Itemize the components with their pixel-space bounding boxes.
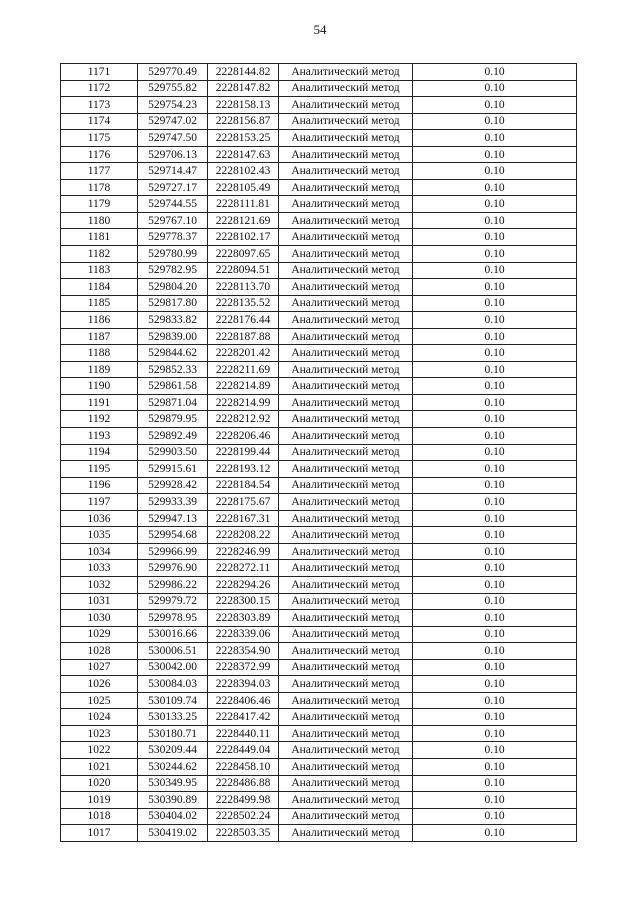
y-coordinate-cell: 2228158.13 bbox=[208, 97, 279, 114]
y-coordinate-cell: 2228102.17 bbox=[208, 229, 279, 246]
y-coordinate-cell: 2228184.54 bbox=[208, 477, 279, 494]
table-row bbox=[61, 328, 577, 345]
point-number-cell: 1178 bbox=[61, 179, 138, 196]
x-coordinate-cell: 529782.95 bbox=[138, 262, 208, 279]
error-cell: 0.10 bbox=[413, 494, 577, 511]
error-cell: 0.10 bbox=[413, 461, 577, 478]
error-cell: 0.10 bbox=[413, 97, 577, 114]
error-cell: 0.10 bbox=[413, 80, 577, 97]
method-cell: Аналитический метод bbox=[279, 692, 413, 709]
table-row bbox=[61, 825, 577, 842]
error-cell: 0.10 bbox=[413, 725, 577, 742]
error-cell: 0.10 bbox=[413, 411, 577, 428]
method-cell: Аналитический метод bbox=[279, 725, 413, 742]
table-row bbox=[61, 295, 577, 312]
table-row bbox=[61, 775, 577, 792]
table-row bbox=[61, 742, 577, 759]
y-coordinate-cell: 2228499.98 bbox=[208, 792, 279, 809]
x-coordinate-cell: 530244.62 bbox=[138, 758, 208, 775]
table-row bbox=[61, 394, 577, 411]
error-cell: 0.10 bbox=[413, 543, 577, 560]
point-number-cell: 1030 bbox=[61, 610, 138, 627]
method-cell: Аналитический метод bbox=[279, 576, 413, 593]
table-row bbox=[61, 113, 577, 130]
table-row bbox=[61, 246, 577, 263]
x-coordinate-cell: 529986.22 bbox=[138, 576, 208, 593]
method-cell: Аналитический метод bbox=[279, 543, 413, 560]
point-number-cell: 1035 bbox=[61, 527, 138, 544]
y-coordinate-cell: 2228440.11 bbox=[208, 725, 279, 742]
y-coordinate-cell: 2228144.82 bbox=[208, 64, 279, 81]
method-cell: Аналитический метод bbox=[279, 428, 413, 445]
point-number-cell: 1031 bbox=[61, 593, 138, 610]
error-cell: 0.10 bbox=[413, 709, 577, 726]
point-number-cell: 1180 bbox=[61, 212, 138, 229]
method-cell: Аналитический метод bbox=[279, 80, 413, 97]
y-coordinate-cell: 2228272.11 bbox=[208, 560, 279, 577]
point-number-cell: 1029 bbox=[61, 626, 138, 643]
y-coordinate-cell: 2228193.12 bbox=[208, 461, 279, 478]
method-cell: Аналитический метод bbox=[279, 775, 413, 792]
method-cell: Аналитический метод bbox=[279, 378, 413, 395]
error-cell: 0.10 bbox=[413, 527, 577, 544]
x-coordinate-cell: 529871.04 bbox=[138, 394, 208, 411]
point-number-cell: 1182 bbox=[61, 246, 138, 263]
point-number-cell: 1189 bbox=[61, 361, 138, 378]
point-number-cell: 1022 bbox=[61, 742, 138, 759]
y-coordinate-cell: 2228214.89 bbox=[208, 378, 279, 395]
error-cell: 0.10 bbox=[413, 130, 577, 147]
x-coordinate-cell: 529714.47 bbox=[138, 163, 208, 180]
method-cell: Аналитический метод bbox=[279, 179, 413, 196]
y-coordinate-cell: 2228449.04 bbox=[208, 742, 279, 759]
point-number-cell: 1018 bbox=[61, 808, 138, 825]
y-coordinate-cell: 2228458.10 bbox=[208, 758, 279, 775]
point-number-cell: 1173 bbox=[61, 97, 138, 114]
method-cell: Аналитический метод bbox=[279, 262, 413, 279]
point-number-cell: 1192 bbox=[61, 411, 138, 428]
x-coordinate-cell: 530419.02 bbox=[138, 825, 208, 842]
point-number-cell: 1019 bbox=[61, 792, 138, 809]
error-cell: 0.10 bbox=[413, 246, 577, 263]
table-row bbox=[61, 196, 577, 213]
table-row bbox=[61, 576, 577, 593]
point-number-cell: 1028 bbox=[61, 643, 138, 660]
point-number-cell: 1171 bbox=[61, 64, 138, 81]
point-number-cell: 1194 bbox=[61, 444, 138, 461]
point-number-cell: 1181 bbox=[61, 229, 138, 246]
point-number-cell: 1033 bbox=[61, 560, 138, 577]
point-number-cell: 1179 bbox=[61, 196, 138, 213]
y-coordinate-cell: 2228105.49 bbox=[208, 179, 279, 196]
y-coordinate-cell: 2228503.35 bbox=[208, 825, 279, 842]
method-cell: Аналитический метод bbox=[279, 64, 413, 81]
error-cell: 0.10 bbox=[413, 825, 577, 842]
table-row bbox=[61, 312, 577, 329]
point-number-cell: 1188 bbox=[61, 345, 138, 362]
table-row bbox=[61, 262, 577, 279]
method-cell: Аналитический метод bbox=[279, 610, 413, 627]
table-row bbox=[61, 146, 577, 163]
y-coordinate-cell: 2228354.90 bbox=[208, 643, 279, 660]
y-coordinate-cell: 2228111.81 bbox=[208, 196, 279, 213]
method-cell: Аналитический метод bbox=[279, 163, 413, 180]
table-row bbox=[61, 80, 577, 97]
method-cell: Аналитический метод bbox=[279, 279, 413, 296]
x-coordinate-cell: 529839.00 bbox=[138, 328, 208, 345]
x-coordinate-cell: 529744.55 bbox=[138, 196, 208, 213]
point-number-cell: 1034 bbox=[61, 543, 138, 560]
method-cell: Аналитический метод bbox=[279, 742, 413, 759]
x-coordinate-cell: 530042.00 bbox=[138, 659, 208, 676]
x-coordinate-cell: 529780.99 bbox=[138, 246, 208, 263]
method-cell: Аналитический метод bbox=[279, 361, 413, 378]
x-coordinate-cell: 529892.49 bbox=[138, 428, 208, 445]
table-row bbox=[61, 560, 577, 577]
method-cell: Аналитический метод bbox=[279, 825, 413, 842]
x-coordinate-cell: 529706.13 bbox=[138, 146, 208, 163]
point-number-cell: 1032 bbox=[61, 576, 138, 593]
point-number-cell: 1017 bbox=[61, 825, 138, 842]
method-cell: Аналитический метод bbox=[279, 659, 413, 676]
error-cell: 0.10 bbox=[413, 113, 577, 130]
x-coordinate-cell: 529979.72 bbox=[138, 593, 208, 610]
x-coordinate-cell: 529928.42 bbox=[138, 477, 208, 494]
error-cell: 0.10 bbox=[413, 808, 577, 825]
error-cell: 0.10 bbox=[413, 576, 577, 593]
point-number-cell: 1023 bbox=[61, 725, 138, 742]
table-row bbox=[61, 229, 577, 246]
y-coordinate-cell: 2228208.22 bbox=[208, 527, 279, 544]
table-row bbox=[61, 626, 577, 643]
point-number-cell: 1184 bbox=[61, 279, 138, 296]
method-cell: Аналитический метод bbox=[279, 527, 413, 544]
error-cell: 0.10 bbox=[413, 378, 577, 395]
y-coordinate-cell: 2228206.46 bbox=[208, 428, 279, 445]
error-cell: 0.10 bbox=[413, 229, 577, 246]
point-number-cell: 1183 bbox=[61, 262, 138, 279]
y-coordinate-cell: 2228394.03 bbox=[208, 676, 279, 693]
point-number-cell: 1185 bbox=[61, 295, 138, 312]
x-coordinate-cell: 530390.89 bbox=[138, 792, 208, 809]
table-row bbox=[61, 361, 577, 378]
point-number-cell: 1021 bbox=[61, 758, 138, 775]
point-number-cell: 1027 bbox=[61, 659, 138, 676]
error-cell: 0.10 bbox=[413, 610, 577, 627]
point-number-cell: 1197 bbox=[61, 494, 138, 511]
method-cell: Аналитический метод bbox=[279, 345, 413, 362]
point-number-cell: 1190 bbox=[61, 378, 138, 395]
x-coordinate-cell: 529966.99 bbox=[138, 543, 208, 560]
point-number-cell: 1036 bbox=[61, 510, 138, 527]
error-cell: 0.10 bbox=[413, 692, 577, 709]
point-number-cell: 1026 bbox=[61, 676, 138, 693]
error-cell: 0.10 bbox=[413, 792, 577, 809]
x-coordinate-cell: 530133.25 bbox=[138, 709, 208, 726]
table-row bbox=[61, 643, 577, 660]
table-row bbox=[61, 163, 577, 180]
y-coordinate-cell: 2228300.15 bbox=[208, 593, 279, 610]
x-coordinate-cell: 529933.39 bbox=[138, 494, 208, 511]
table-row bbox=[61, 593, 577, 610]
table-row bbox=[61, 692, 577, 709]
y-coordinate-cell: 2228167.31 bbox=[208, 510, 279, 527]
point-number-cell: 1187 bbox=[61, 328, 138, 345]
error-cell: 0.10 bbox=[413, 593, 577, 610]
x-coordinate-cell: 529770.49 bbox=[138, 64, 208, 81]
table-row bbox=[61, 444, 577, 461]
y-coordinate-cell: 2228246.99 bbox=[208, 543, 279, 560]
point-number-cell: 1196 bbox=[61, 477, 138, 494]
error-cell: 0.10 bbox=[413, 394, 577, 411]
table-row bbox=[61, 792, 577, 809]
table-row bbox=[61, 676, 577, 693]
method-cell: Аналитический метод bbox=[279, 246, 413, 263]
method-cell: Аналитический метод bbox=[279, 196, 413, 213]
table-row bbox=[61, 543, 577, 560]
y-coordinate-cell: 2228147.63 bbox=[208, 146, 279, 163]
table-row bbox=[61, 97, 577, 114]
method-cell: Аналитический метод bbox=[279, 510, 413, 527]
error-cell: 0.10 bbox=[413, 328, 577, 345]
point-number-cell: 1175 bbox=[61, 130, 138, 147]
x-coordinate-cell: 529804.20 bbox=[138, 279, 208, 296]
method-cell: Аналитический метод bbox=[279, 229, 413, 246]
error-cell: 0.10 bbox=[413, 510, 577, 527]
table-row bbox=[61, 64, 577, 81]
y-coordinate-cell: 2228486.88 bbox=[208, 775, 279, 792]
y-coordinate-cell: 2228201.42 bbox=[208, 345, 279, 362]
table-row bbox=[61, 477, 577, 494]
x-coordinate-cell: 530404.02 bbox=[138, 808, 208, 825]
method-cell: Аналитический метод bbox=[279, 394, 413, 411]
y-coordinate-cell: 2228303.89 bbox=[208, 610, 279, 627]
method-cell: Аналитический метод bbox=[279, 758, 413, 775]
error-cell: 0.10 bbox=[413, 163, 577, 180]
error-cell: 0.10 bbox=[413, 64, 577, 81]
error-cell: 0.10 bbox=[413, 626, 577, 643]
x-coordinate-cell: 529778.37 bbox=[138, 229, 208, 246]
method-cell: Аналитический метод bbox=[279, 593, 413, 610]
method-cell: Аналитический метод bbox=[279, 444, 413, 461]
method-cell: Аналитический метод bbox=[279, 676, 413, 693]
x-coordinate-cell: 529754.23 bbox=[138, 97, 208, 114]
table-row bbox=[61, 610, 577, 627]
y-coordinate-cell: 2228339.06 bbox=[208, 626, 279, 643]
x-coordinate-cell: 530209.44 bbox=[138, 742, 208, 759]
error-cell: 0.10 bbox=[413, 428, 577, 445]
table-row bbox=[61, 494, 577, 511]
y-coordinate-cell: 2228406.46 bbox=[208, 692, 279, 709]
table-row bbox=[61, 461, 577, 478]
method-cell: Аналитический метод bbox=[279, 709, 413, 726]
table-row bbox=[61, 179, 577, 196]
error-cell: 0.10 bbox=[413, 262, 577, 279]
method-cell: Аналитический метод bbox=[279, 328, 413, 345]
y-coordinate-cell: 2228176.44 bbox=[208, 312, 279, 329]
error-cell: 0.10 bbox=[413, 477, 577, 494]
method-cell: Аналитический метод bbox=[279, 494, 413, 511]
table-row bbox=[61, 345, 577, 362]
point-number-cell: 1024 bbox=[61, 709, 138, 726]
x-coordinate-cell: 529755.82 bbox=[138, 80, 208, 97]
table-row bbox=[61, 411, 577, 428]
y-coordinate-cell: 2228212.92 bbox=[208, 411, 279, 428]
x-coordinate-cell: 529861.58 bbox=[138, 378, 208, 395]
x-coordinate-cell: 530109.74 bbox=[138, 692, 208, 709]
point-number-cell: 1025 bbox=[61, 692, 138, 709]
page-number: 54 bbox=[313, 22, 327, 37]
y-coordinate-cell: 2228156.87 bbox=[208, 113, 279, 130]
y-coordinate-cell: 2228135.52 bbox=[208, 295, 279, 312]
x-coordinate-cell: 529844.62 bbox=[138, 345, 208, 362]
x-coordinate-cell: 529915.61 bbox=[138, 461, 208, 478]
y-coordinate-cell: 2228175.67 bbox=[208, 494, 279, 511]
method-cell: Аналитический метод bbox=[279, 560, 413, 577]
error-cell: 0.10 bbox=[413, 312, 577, 329]
error-cell: 0.10 bbox=[413, 775, 577, 792]
x-coordinate-cell: 530349.95 bbox=[138, 775, 208, 792]
y-coordinate-cell: 2228211.69 bbox=[208, 361, 279, 378]
method-cell: Аналитический метод bbox=[279, 312, 413, 329]
x-coordinate-cell: 529947.13 bbox=[138, 510, 208, 527]
method-cell: Аналитический метод bbox=[279, 113, 413, 130]
point-number-cell: 1176 bbox=[61, 146, 138, 163]
error-cell: 0.10 bbox=[413, 196, 577, 213]
x-coordinate-cell: 529833.82 bbox=[138, 312, 208, 329]
x-coordinate-cell: 529767.10 bbox=[138, 212, 208, 229]
y-coordinate-cell: 2228372.99 bbox=[208, 659, 279, 676]
y-coordinate-cell: 2228094.51 bbox=[208, 262, 279, 279]
point-number-cell: 1174 bbox=[61, 113, 138, 130]
x-coordinate-cell: 529852.33 bbox=[138, 361, 208, 378]
point-number-cell: 1186 bbox=[61, 312, 138, 329]
method-cell: Аналитический метод bbox=[279, 808, 413, 825]
y-coordinate-cell: 2228147.82 bbox=[208, 80, 279, 97]
method-cell: Аналитический метод bbox=[279, 461, 413, 478]
x-coordinate-cell: 529727.17 bbox=[138, 179, 208, 196]
point-number-cell: 1195 bbox=[61, 461, 138, 478]
table-row bbox=[61, 808, 577, 825]
error-cell: 0.10 bbox=[413, 560, 577, 577]
y-coordinate-cell: 2228214.99 bbox=[208, 394, 279, 411]
method-cell: Аналитический метод bbox=[279, 212, 413, 229]
x-coordinate-cell: 530006.51 bbox=[138, 643, 208, 660]
error-cell: 0.10 bbox=[413, 676, 577, 693]
table-row bbox=[61, 510, 577, 527]
point-number-cell: 1177 bbox=[61, 163, 138, 180]
x-coordinate-cell: 530084.03 bbox=[138, 676, 208, 693]
coordinates-table-body bbox=[61, 64, 577, 842]
point-number-cell: 1193 bbox=[61, 428, 138, 445]
method-cell: Аналитический метод bbox=[279, 643, 413, 660]
x-coordinate-cell: 529817.80 bbox=[138, 295, 208, 312]
error-cell: 0.10 bbox=[413, 742, 577, 759]
error-cell: 0.10 bbox=[413, 212, 577, 229]
point-number-cell: 1191 bbox=[61, 394, 138, 411]
table-row bbox=[61, 709, 577, 726]
table-row bbox=[61, 428, 577, 445]
y-coordinate-cell: 2228502.24 bbox=[208, 808, 279, 825]
y-coordinate-cell: 2228121.69 bbox=[208, 212, 279, 229]
y-coordinate-cell: 2228153.25 bbox=[208, 130, 279, 147]
method-cell: Аналитический метод bbox=[279, 411, 413, 428]
table-row bbox=[61, 659, 577, 676]
method-cell: Аналитический метод bbox=[279, 146, 413, 163]
point-number-cell: 1172 bbox=[61, 80, 138, 97]
method-cell: Аналитический метод bbox=[279, 295, 413, 312]
method-cell: Аналитический метод bbox=[279, 626, 413, 643]
x-coordinate-cell: 529747.50 bbox=[138, 130, 208, 147]
error-cell: 0.10 bbox=[413, 345, 577, 362]
y-coordinate-cell: 2228417.42 bbox=[208, 709, 279, 726]
method-cell: Аналитический метод bbox=[279, 477, 413, 494]
table-row bbox=[61, 212, 577, 229]
error-cell: 0.10 bbox=[413, 295, 577, 312]
x-coordinate-cell: 530016.66 bbox=[138, 626, 208, 643]
error-cell: 0.10 bbox=[413, 444, 577, 461]
x-coordinate-cell: 529747.02 bbox=[138, 113, 208, 130]
x-coordinate-cell: 530180.71 bbox=[138, 725, 208, 742]
x-coordinate-cell: 529954.68 bbox=[138, 527, 208, 544]
error-cell: 0.10 bbox=[413, 146, 577, 163]
method-cell: Аналитический метод bbox=[279, 130, 413, 147]
x-coordinate-cell: 529978.95 bbox=[138, 610, 208, 627]
error-cell: 0.10 bbox=[413, 643, 577, 660]
table-row bbox=[61, 279, 577, 296]
x-coordinate-cell: 529879.95 bbox=[138, 411, 208, 428]
y-coordinate-cell: 2228199.44 bbox=[208, 444, 279, 461]
error-cell: 0.10 bbox=[413, 758, 577, 775]
coordinates-table bbox=[60, 63, 577, 842]
error-cell: 0.10 bbox=[413, 179, 577, 196]
table-row bbox=[61, 527, 577, 544]
y-coordinate-cell: 2228187.88 bbox=[208, 328, 279, 345]
y-coordinate-cell: 2228294.26 bbox=[208, 576, 279, 593]
error-cell: 0.10 bbox=[413, 361, 577, 378]
method-cell: Аналитический метод bbox=[279, 792, 413, 809]
error-cell: 0.10 bbox=[413, 279, 577, 296]
table-row bbox=[61, 758, 577, 775]
y-coordinate-cell: 2228113.70 bbox=[208, 279, 279, 296]
error-cell: 0.10 bbox=[413, 659, 577, 676]
point-number-cell: 1020 bbox=[61, 775, 138, 792]
x-coordinate-cell: 529976.90 bbox=[138, 560, 208, 577]
table-row bbox=[61, 378, 577, 395]
method-cell: Аналитический метод bbox=[279, 97, 413, 114]
x-coordinate-cell: 529903.50 bbox=[138, 444, 208, 461]
table-row bbox=[61, 130, 577, 147]
table-row bbox=[61, 725, 577, 742]
y-coordinate-cell: 2228097.65 bbox=[208, 246, 279, 263]
y-coordinate-cell: 2228102.43 bbox=[208, 163, 279, 180]
